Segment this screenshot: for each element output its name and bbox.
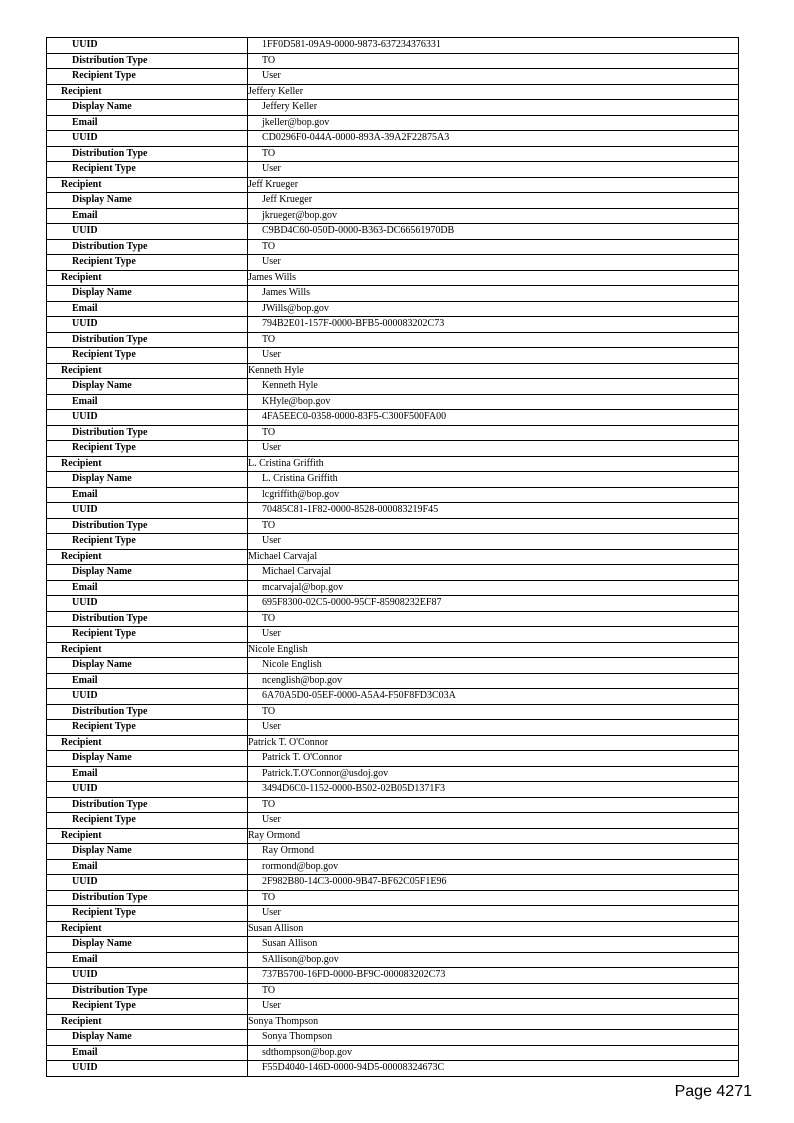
recipient-field-row bbox=[47, 704, 739, 720]
field-label: Email bbox=[47, 394, 248, 410]
field-label: UUID bbox=[47, 131, 248, 147]
recipient-field-row bbox=[47, 131, 739, 147]
field-value: Susan Allison bbox=[248, 937, 739, 953]
recipient-field-row bbox=[47, 69, 739, 85]
field-value: TO bbox=[248, 890, 739, 906]
recipient-field-row bbox=[47, 224, 739, 240]
field-label: Distribution Type bbox=[47, 983, 248, 999]
field-label: Display Name bbox=[47, 565, 248, 581]
field-label: Email bbox=[47, 766, 248, 782]
field-value: SAllison@bop.gov bbox=[248, 952, 739, 968]
field-label: Distribution Type bbox=[47, 611, 248, 627]
field-value: Patrick T. O'Connor bbox=[248, 735, 739, 751]
recipient-field-row bbox=[47, 751, 739, 767]
recipient-field-row bbox=[47, 503, 739, 519]
field-label: Recipient bbox=[47, 828, 248, 844]
field-label: Distribution Type bbox=[47, 797, 248, 813]
field-value: lcgriffith@bop.gov bbox=[248, 487, 739, 503]
field-label: UUID bbox=[47, 782, 248, 798]
recipient-row bbox=[47, 456, 739, 472]
field-value: Michael Carvajal bbox=[248, 549, 739, 565]
field-value: Kenneth Hyle bbox=[248, 363, 739, 379]
field-value: jkrueger@bop.gov bbox=[248, 208, 739, 224]
field-value: TO bbox=[248, 239, 739, 255]
field-value: User bbox=[248, 255, 739, 271]
field-label: Distribution Type bbox=[47, 53, 248, 69]
recipient-field-row bbox=[47, 286, 739, 302]
field-value: Kenneth Hyle bbox=[248, 379, 739, 395]
field-value: James Wills bbox=[248, 286, 739, 302]
field-label: Distribution Type bbox=[47, 146, 248, 162]
field-label: Distribution Type bbox=[47, 332, 248, 348]
field-label: Recipient bbox=[47, 642, 248, 658]
field-value: TO bbox=[248, 797, 739, 813]
field-value: Jeffery Keller bbox=[248, 84, 739, 100]
field-value: Jeff Krueger bbox=[248, 193, 739, 209]
field-value: ncenglish@bop.gov bbox=[248, 673, 739, 689]
field-value: 4FA5EEC0-0358-0000-83F5-C300F500FA00 bbox=[248, 410, 739, 426]
recipient-field-row bbox=[47, 348, 739, 364]
field-value: User bbox=[248, 999, 739, 1015]
field-label: Display Name bbox=[47, 286, 248, 302]
field-value: CD0296F0-044A-0000-893A-39A2F22875A3 bbox=[248, 131, 739, 147]
field-label: UUID bbox=[47, 689, 248, 705]
field-value: 3494D6C0-1152-0000-B502-02B05D1371F3 bbox=[248, 782, 739, 798]
field-value: TO bbox=[248, 983, 739, 999]
recipient-field-row bbox=[47, 797, 739, 813]
field-value: User bbox=[248, 534, 739, 550]
recipient-field-row bbox=[47, 425, 739, 441]
field-label: UUID bbox=[47, 875, 248, 891]
recipient-field-row bbox=[47, 766, 739, 782]
field-value: 70485C81-1F82-0000-8528-000083219F45 bbox=[248, 503, 739, 519]
recipient-row bbox=[47, 1014, 739, 1030]
recipient-row bbox=[47, 363, 739, 379]
field-label: Email bbox=[47, 859, 248, 875]
recipient-field-row bbox=[47, 580, 739, 596]
recipient-field-row bbox=[47, 53, 739, 69]
field-value: User bbox=[248, 906, 739, 922]
recipient-row bbox=[47, 549, 739, 565]
recipient-field-row bbox=[47, 38, 739, 54]
field-label: Recipient Type bbox=[47, 348, 248, 364]
recipient-field-row bbox=[47, 999, 739, 1015]
recipient-field-row bbox=[47, 813, 739, 829]
recipient-field-row bbox=[47, 534, 739, 550]
field-label: Distribution Type bbox=[47, 704, 248, 720]
field-value: Susan Allison bbox=[248, 921, 739, 937]
recipient-field-row bbox=[47, 487, 739, 503]
field-label: Recipient Type bbox=[47, 813, 248, 829]
field-value: 794B2E01-157F-0000-BFB5-000083202C73 bbox=[248, 317, 739, 333]
field-label: Display Name bbox=[47, 937, 248, 953]
recipient-row bbox=[47, 828, 739, 844]
field-value: Michael Carvajal bbox=[248, 565, 739, 581]
field-value: 6A70A5D0-05EF-0000-A5A4-F50F8FD3C03A bbox=[248, 689, 739, 705]
recipient-field-row bbox=[47, 782, 739, 798]
field-label: Display Name bbox=[47, 658, 248, 674]
field-value: James Wills bbox=[248, 270, 739, 286]
field-label: Email bbox=[47, 1045, 248, 1061]
recipient-field-row bbox=[47, 844, 739, 860]
recipient-field-row bbox=[47, 890, 739, 906]
field-label: Recipient bbox=[47, 456, 248, 472]
recipient-field-row bbox=[47, 952, 739, 968]
recipient-field-row bbox=[47, 859, 739, 875]
field-label: Recipient Type bbox=[47, 441, 248, 457]
field-label: UUID bbox=[47, 38, 248, 54]
recipient-row bbox=[47, 921, 739, 937]
field-value: User bbox=[248, 162, 739, 178]
recipient-field-row bbox=[47, 193, 739, 209]
recipient-field-row bbox=[47, 596, 739, 612]
field-label: Email bbox=[47, 952, 248, 968]
field-label: Email bbox=[47, 673, 248, 689]
field-value: Sonya Thompson bbox=[248, 1030, 739, 1046]
field-value: TO bbox=[248, 146, 739, 162]
field-label: Recipient bbox=[47, 1014, 248, 1030]
recipient-field-row bbox=[47, 255, 739, 271]
recipient-field-row bbox=[47, 937, 739, 953]
field-label: Recipient bbox=[47, 84, 248, 100]
field-label: Distribution Type bbox=[47, 518, 248, 534]
field-value: mcarvajal@bop.gov bbox=[248, 580, 739, 596]
recipient-table-body bbox=[47, 38, 739, 1077]
field-value: Sonya Thompson bbox=[248, 1014, 739, 1030]
field-value: User bbox=[248, 813, 739, 829]
field-value: L. Cristina Griffith bbox=[248, 456, 739, 472]
field-value: C9BD4C60-050D-0000-B363-DC66561970DB bbox=[248, 224, 739, 240]
field-label: Display Name bbox=[47, 472, 248, 488]
recipient-field-row bbox=[47, 658, 739, 674]
field-value: sdthompson@bop.gov bbox=[248, 1045, 739, 1061]
field-value: User bbox=[248, 720, 739, 736]
recipient-field-row bbox=[47, 208, 739, 224]
field-label: UUID bbox=[47, 1061, 248, 1077]
recipient-field-row bbox=[47, 565, 739, 581]
recipient-field-row bbox=[47, 611, 739, 627]
field-value: TO bbox=[248, 611, 739, 627]
field-label: Display Name bbox=[47, 100, 248, 116]
field-label: Recipient Type bbox=[47, 720, 248, 736]
field-value: L. Cristina Griffith bbox=[248, 472, 739, 488]
field-label: Recipient bbox=[47, 921, 248, 937]
recipient-row bbox=[47, 642, 739, 658]
recipient-field-row bbox=[47, 301, 739, 317]
field-value: User bbox=[248, 441, 739, 457]
recipient-field-row bbox=[47, 146, 739, 162]
recipient-field-row bbox=[47, 983, 739, 999]
recipient-row bbox=[47, 270, 739, 286]
field-label: Recipient bbox=[47, 549, 248, 565]
field-value: 1FF0D581-09A9-0000-9873-637234376331 bbox=[248, 38, 739, 54]
field-label: Display Name bbox=[47, 379, 248, 395]
field-value: User bbox=[248, 627, 739, 643]
field-label: Recipient Type bbox=[47, 255, 248, 271]
field-value: Patrick T. O'Connor bbox=[248, 751, 739, 767]
field-label: Email bbox=[47, 301, 248, 317]
field-value: TO bbox=[248, 518, 739, 534]
field-label: Recipient bbox=[47, 735, 248, 751]
recipient-field-row bbox=[47, 968, 739, 984]
recipient-field-row bbox=[47, 472, 739, 488]
field-label: Display Name bbox=[47, 844, 248, 860]
field-value: rormond@bop.gov bbox=[248, 859, 739, 875]
field-value: Jeff Krueger bbox=[248, 177, 739, 193]
page-number: Page 4271 bbox=[674, 1083, 752, 1100]
field-value: Nicole English bbox=[248, 658, 739, 674]
recipient-field-row bbox=[47, 1030, 739, 1046]
field-value: jkeller@bop.gov bbox=[248, 115, 739, 131]
field-label: Display Name bbox=[47, 1030, 248, 1046]
field-label: Email bbox=[47, 580, 248, 596]
recipient-field-row bbox=[47, 410, 739, 426]
field-value: TO bbox=[248, 332, 739, 348]
field-value: TO bbox=[248, 704, 739, 720]
field-label: UUID bbox=[47, 503, 248, 519]
field-value: Jeffery Keller bbox=[248, 100, 739, 116]
recipient-field-row bbox=[47, 689, 739, 705]
recipient-field-row bbox=[47, 332, 739, 348]
recipient-field-row bbox=[47, 239, 739, 255]
field-label: Recipient Type bbox=[47, 999, 248, 1015]
recipient-field-row bbox=[47, 115, 739, 131]
field-label: Distribution Type bbox=[47, 890, 248, 906]
recipient-field-row bbox=[47, 720, 739, 736]
recipient-field-row bbox=[47, 441, 739, 457]
recipient-field-row bbox=[47, 673, 739, 689]
field-value: Patrick.T.O'Connor@usdoj.gov bbox=[248, 766, 739, 782]
field-value: 737B5700-16FD-0000-BF9C-000083202C73 bbox=[248, 968, 739, 984]
recipient-field-row bbox=[47, 100, 739, 116]
recipient-field-row bbox=[47, 394, 739, 410]
field-label: Recipient bbox=[47, 270, 248, 286]
recipient-field-row bbox=[47, 317, 739, 333]
field-value: F55D4040-146D-0000-94D5-00008324673C bbox=[248, 1061, 739, 1077]
field-label: Recipient bbox=[47, 363, 248, 379]
recipient-row bbox=[47, 177, 739, 193]
field-value: TO bbox=[248, 425, 739, 441]
field-label: Recipient Type bbox=[47, 534, 248, 550]
field-value: 2F982B80-14C3-0000-9B47-BF62C05F1E96 bbox=[248, 875, 739, 891]
recipient-row bbox=[47, 735, 739, 751]
recipient-field-row bbox=[47, 518, 739, 534]
field-label: Email bbox=[47, 115, 248, 131]
field-label: Email bbox=[47, 487, 248, 503]
recipient-table bbox=[46, 37, 739, 1077]
recipient-field-row bbox=[47, 1061, 739, 1077]
recipient-field-row bbox=[47, 162, 739, 178]
field-label: Recipient bbox=[47, 177, 248, 193]
field-label: Distribution Type bbox=[47, 425, 248, 441]
recipient-field-row bbox=[47, 1045, 739, 1061]
field-label: Recipient Type bbox=[47, 627, 248, 643]
field-label: Distribution Type bbox=[47, 239, 248, 255]
field-label: Recipient Type bbox=[47, 162, 248, 178]
field-value: Ray Ormond bbox=[248, 828, 739, 844]
recipient-row bbox=[47, 84, 739, 100]
field-label: Display Name bbox=[47, 193, 248, 209]
field-label: UUID bbox=[47, 968, 248, 984]
field-label: UUID bbox=[47, 410, 248, 426]
field-label: UUID bbox=[47, 224, 248, 240]
recipient-field-row bbox=[47, 906, 739, 922]
field-label: UUID bbox=[47, 317, 248, 333]
field-value: TO bbox=[248, 53, 739, 69]
field-value: 695F8300-02C5-0000-95CF-85908232EF87 bbox=[248, 596, 739, 612]
recipient-field-row bbox=[47, 379, 739, 395]
recipient-field-row bbox=[47, 627, 739, 643]
field-label: Display Name bbox=[47, 751, 248, 767]
field-value: Ray Ormond bbox=[248, 844, 739, 860]
field-label: Email bbox=[47, 208, 248, 224]
field-label: UUID bbox=[47, 596, 248, 612]
field-value: KHyle@bop.gov bbox=[248, 394, 739, 410]
field-value: User bbox=[248, 348, 739, 364]
field-label: Recipient Type bbox=[47, 69, 248, 85]
field-value: User bbox=[248, 69, 739, 85]
field-value: JWills@bop.gov bbox=[248, 301, 739, 317]
field-value: Nicole English bbox=[248, 642, 739, 658]
field-label: Recipient Type bbox=[47, 906, 248, 922]
recipient-field-row bbox=[47, 875, 739, 891]
